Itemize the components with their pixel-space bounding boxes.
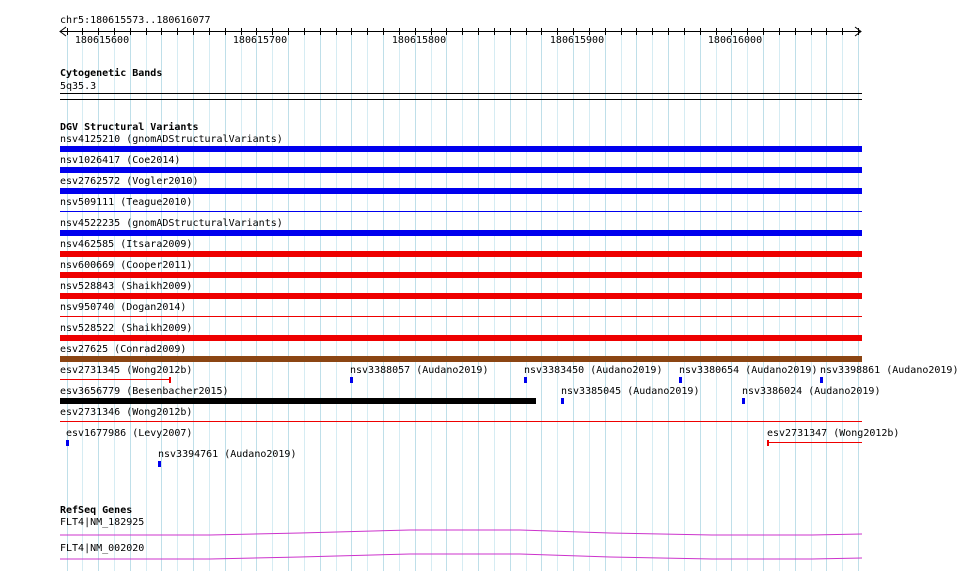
grid-line xyxy=(415,31,416,571)
grid-line xyxy=(256,31,257,571)
variant-label: nsv3380654 (Audano2019) xyxy=(679,365,818,376)
grid-line xyxy=(652,31,653,571)
variant-loss-bar[interactable] xyxy=(60,293,862,299)
cytoband-feature[interactable] xyxy=(60,93,862,94)
variant-end-marker xyxy=(767,440,769,446)
ruler-tick-label: 180615600 xyxy=(74,35,130,46)
grid-line xyxy=(842,31,843,571)
grid-line xyxy=(668,31,669,571)
grid-line xyxy=(541,31,542,571)
grid-line xyxy=(320,31,321,571)
variant-label: nsv509111 (Teague2010) xyxy=(60,197,193,208)
refseq-track-title[interactable]: RefSeq Genes xyxy=(60,505,133,516)
variant-loss-bar[interactable] xyxy=(60,316,862,317)
variant-label: nsv3385045 (Audano2019) xyxy=(561,386,700,397)
grid-line xyxy=(130,31,131,571)
variant-inversion-bar[interactable] xyxy=(60,356,862,362)
variant-label: nsv528843 (Shaikh2009) xyxy=(60,281,193,292)
variant-gain-bar[interactable] xyxy=(60,167,862,173)
variant-label: esv27625 (Conrad2009) xyxy=(60,344,187,355)
grid-line xyxy=(826,31,827,571)
grid-line xyxy=(383,31,384,571)
variant-gain-bar[interactable] xyxy=(66,440,69,446)
ruler-axis xyxy=(0,0,890,40)
grid-line xyxy=(431,31,432,571)
cytoband-baseline xyxy=(60,99,862,100)
variant-label: esv1677986 (Levy2007) xyxy=(66,428,193,439)
gene-model-line[interactable] xyxy=(60,530,862,535)
cytoband-label: 5q35.3 xyxy=(60,81,97,92)
grid-line xyxy=(731,31,732,571)
grid-line xyxy=(114,31,115,571)
grid-line xyxy=(621,31,622,571)
variant-label: nsv3394761 (Audano2019) xyxy=(158,449,297,460)
variant-label: nsv950740 (Dogan2014) xyxy=(60,302,187,313)
variant-label: esv2731346 (Wong2012b) xyxy=(60,407,193,418)
variant-label: nsv600669 (Cooper2011) xyxy=(60,260,193,271)
ruler-tick-label: 180615800 xyxy=(391,35,447,46)
variant-loss-bar[interactable] xyxy=(60,421,862,422)
variant-gain-bar[interactable] xyxy=(350,377,353,383)
variant-loss-bar[interactable] xyxy=(767,442,862,443)
grid-line xyxy=(763,31,764,571)
variant-label: nsv462585 (Itsara2009) xyxy=(60,239,193,250)
cytobands-track-title[interactable]: Cytogenetic Bands xyxy=(60,68,163,79)
grid-line xyxy=(177,31,178,571)
grid-line xyxy=(605,31,606,571)
variant-end-marker xyxy=(169,377,171,383)
variant-gain-bar[interactable] xyxy=(524,377,527,383)
grid-line xyxy=(161,31,162,571)
grid-line xyxy=(241,31,242,571)
variant-gain-bar[interactable] xyxy=(820,377,823,383)
grid-line xyxy=(225,31,226,571)
grid-line xyxy=(446,31,447,571)
variant-gain-bar[interactable] xyxy=(679,377,682,383)
grid-line xyxy=(193,31,194,571)
gene-label: FLT4|NM_002020 xyxy=(60,543,145,554)
grid-line xyxy=(304,31,305,571)
grid-line xyxy=(573,31,574,571)
grid-line xyxy=(478,31,479,571)
grid-line xyxy=(716,31,717,571)
grid-line xyxy=(494,31,495,571)
grid-line xyxy=(589,31,590,571)
grid-line xyxy=(336,31,337,571)
grid-line xyxy=(272,31,273,571)
variant-label: nsv4125210 (gnomADStructuralVariants) xyxy=(60,134,283,145)
grid-line xyxy=(684,31,685,571)
ruler-tick-label: 180615900 xyxy=(549,35,605,46)
variant-loss-bar[interactable] xyxy=(60,335,862,341)
variant-label: nsv3388057 (Audano2019) xyxy=(350,365,489,376)
grid-line xyxy=(82,31,83,571)
grid-line xyxy=(811,31,812,571)
grid-line xyxy=(858,31,859,571)
grid-line xyxy=(209,31,210,571)
variant-label: nsv3383450 (Audano2019) xyxy=(524,365,663,376)
variant-label: nsv3386024 (Audano2019) xyxy=(742,386,881,397)
grid-line xyxy=(795,31,796,571)
grid-line xyxy=(146,31,147,571)
position-label: chr5:180615573..180616077 xyxy=(60,15,211,26)
grid-line xyxy=(351,31,352,571)
variant-label: esv2731345 (Wong2012b) xyxy=(60,365,193,376)
grid-line xyxy=(98,31,99,571)
grid-line xyxy=(747,31,748,571)
variant-label: esv2731347 (Wong2012b) xyxy=(767,428,900,439)
variant-gain-bar[interactable] xyxy=(60,211,862,212)
grid-line xyxy=(367,31,368,571)
variant-label: esv3656779 (Besenbacher2015) xyxy=(60,386,229,397)
variant-label: esv2762572 (Vogler2010) xyxy=(60,176,199,187)
ruler-tick-label: 180615700 xyxy=(232,35,288,46)
gene-model-line[interactable] xyxy=(60,554,862,559)
variant-gain-bar[interactable] xyxy=(561,398,564,404)
grid-line xyxy=(67,31,68,571)
grid-line xyxy=(636,31,637,571)
variant-loss-bar[interactable] xyxy=(60,272,862,278)
grid-line xyxy=(510,31,511,571)
variant-complex-bar[interactable] xyxy=(60,398,536,404)
variant-loss-bar[interactable] xyxy=(60,379,170,380)
variant-gain-bar[interactable] xyxy=(742,398,745,404)
grid-line xyxy=(462,31,463,571)
variant-label: nsv528522 (Shaikh2009) xyxy=(60,323,193,334)
grid-line xyxy=(779,31,780,571)
dgv-track-title[interactable]: DGV Structural Variants xyxy=(60,122,199,133)
ruler-tick-label: 180616000 xyxy=(707,35,763,46)
grid-line xyxy=(700,31,701,571)
variant-gain-bar[interactable] xyxy=(60,188,862,194)
grid-line xyxy=(288,31,289,571)
variant-label: nsv4522235 (gnomADStructuralVariants) xyxy=(60,218,283,229)
variant-loss-bar[interactable] xyxy=(60,251,862,257)
grid-line xyxy=(557,31,558,571)
gene-label: FLT4|NM_182925 xyxy=(60,517,145,528)
grid-line xyxy=(526,31,527,571)
variant-label: nsv3398861 (Audano2019) xyxy=(820,365,958,376)
variant-gain-bar[interactable] xyxy=(60,146,862,152)
variant-gain-bar[interactable] xyxy=(158,461,161,467)
grid-line xyxy=(399,31,400,571)
variant-label: nsv1026417 (Coe2014) xyxy=(60,155,181,166)
variant-gain-bar[interactable] xyxy=(60,230,862,236)
